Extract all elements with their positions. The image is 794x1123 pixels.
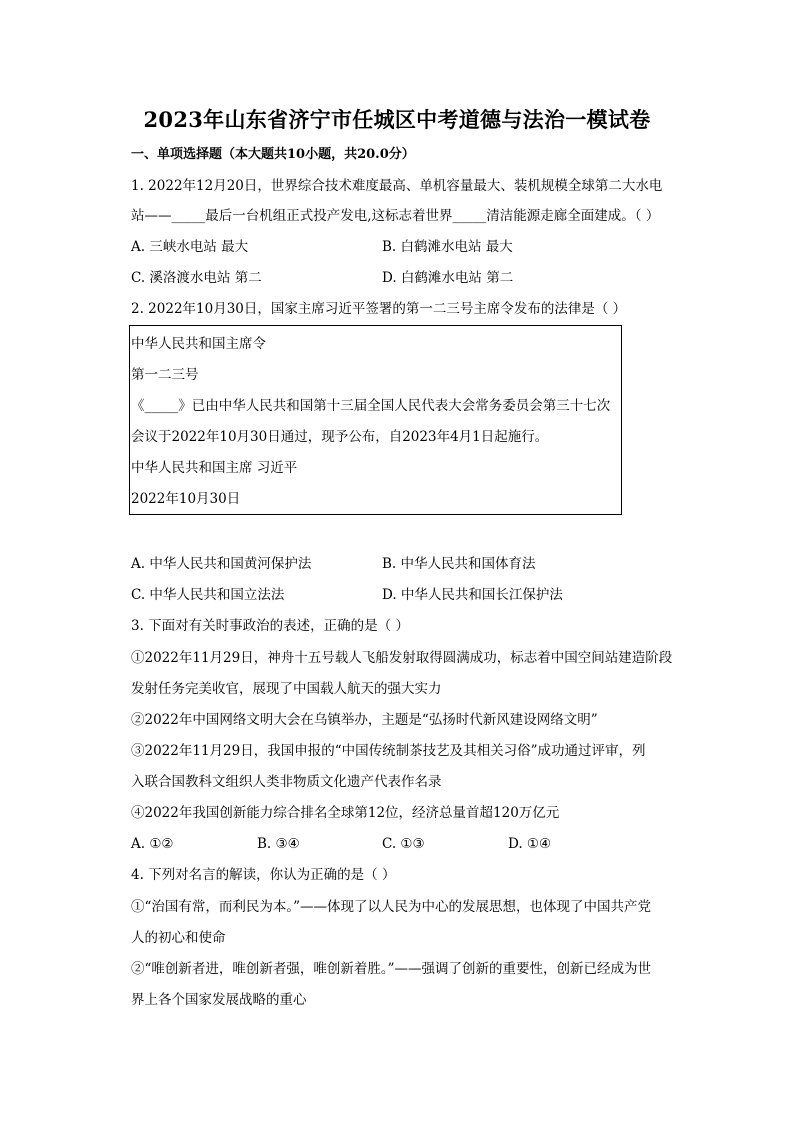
q1-option-d: D. 白鹤滩水电站 第二 — [382, 270, 514, 286]
q3-option-b: B. ③④ — [257, 836, 300, 852]
decree-text-line1: 《_____》已由中华人民共和国第十三届全国人民代表大会常务委员会第三十七次 — [131, 398, 611, 414]
q4-statement-1b: 人的初心和使命 — [131, 930, 226, 946]
q3-statement-3a: ③2022年11月29日，我国申报的“中国传统制茶技艺及其相关习俗”成功通过评审，列 — [131, 743, 646, 759]
q2-option-b: B. 中华人民共和国体育法 — [382, 556, 536, 572]
q1-stem-line2: 站——_____最后一台机组正式投产发电,这标志着世界_____清洁能源走廊全面建成。（ ） — [131, 208, 660, 224]
q1-option-b: B. 白鹤滩水电站 最大 — [382, 239, 513, 255]
q4-statement-2b: 界上各个国家发展战略的重心 — [131, 992, 307, 1008]
decree-text-line2: 会议于2022年10月30日通过，现予公布，自2023年4月1日起施行。 — [131, 429, 549, 445]
q2-stem: 2. 2022年10月30日，国家主席习近平签署的第一二三号主席令发布的法律是（ ） — [131, 301, 627, 317]
q3-option-c: C. ①③ — [382, 836, 425, 852]
q3-stem: 3. 下面对有关时事政治的表述，正确的是（ ） — [131, 618, 409, 634]
decree-signature: 中华人民共和国主席 习近平 — [131, 460, 298, 476]
decree-number: 第一二三号 — [131, 367, 199, 383]
decree-heading: 中华人民共和国主席令 — [131, 336, 266, 352]
q3-statement-3b: 入联合国教科文组织人类非物质文化遗产代表作名录 — [131, 774, 442, 790]
q2-option-d: D. 中华人民共和国长江保护法 — [382, 587, 563, 603]
q4-statement-2a: ②“唯创新者进，唯创新者强，唯创新着胜。”——强调了创新的重要性，创新已经成为世 — [131, 961, 652, 977]
q3-statement-1a: ①2022年11月29日，神舟十五号载人飞船发射取得圆满成功，标志着中国空间站建造阶段 — [131, 650, 673, 666]
q2-decree-box — [129, 325, 622, 515]
q4-stem: 4. 下列对名言的解读，你认为正确的是（ ） — [131, 867, 396, 883]
q1-option-a: A. 三峡水电站 最大 — [131, 239, 249, 255]
q1-stem-line1: 1. 2022年12月20日，世界综合技术难度最高、单机容量最大、装机规模全球第二大水电 — [131, 178, 663, 194]
q3-option-d: D. ①④ — [508, 836, 552, 852]
q2-option-c: C. 中华人民共和国立法法 — [131, 587, 285, 603]
q3-statement-4: ④2022年我国创新能力综合排名全球第12位，经济总量首超120万亿元 — [131, 805, 560, 821]
q3-statement-2: ②2022年中国网络文明大会在乌镇举办，主题是“弘扬时代新风建设网络文明” — [131, 712, 598, 728]
decree-date: 2022年10月30日 — [131, 491, 241, 507]
page-title: 2023年山东省济宁市任城区中考道德与法治一模试卷 — [143, 107, 651, 132]
q2-option-a: A. 中华人民共和国黄河保护法 — [131, 556, 312, 572]
q3-statement-1b: 发射任务完美收官，展现了中国载人航天的强大实力 — [131, 681, 442, 697]
q1-option-c: C. 溪洛渡水电站 第二 — [131, 270, 262, 286]
q4-statement-1a: ①“治国有常，而利民为本。”——体现了以人民为中心的发展思想，也体现了中国共产党 — [131, 899, 652, 915]
q3-option-a: A. ①② — [131, 836, 174, 852]
section-heading: 一、单项选择题（本大题共10小题，共20.0分） — [131, 147, 415, 162]
